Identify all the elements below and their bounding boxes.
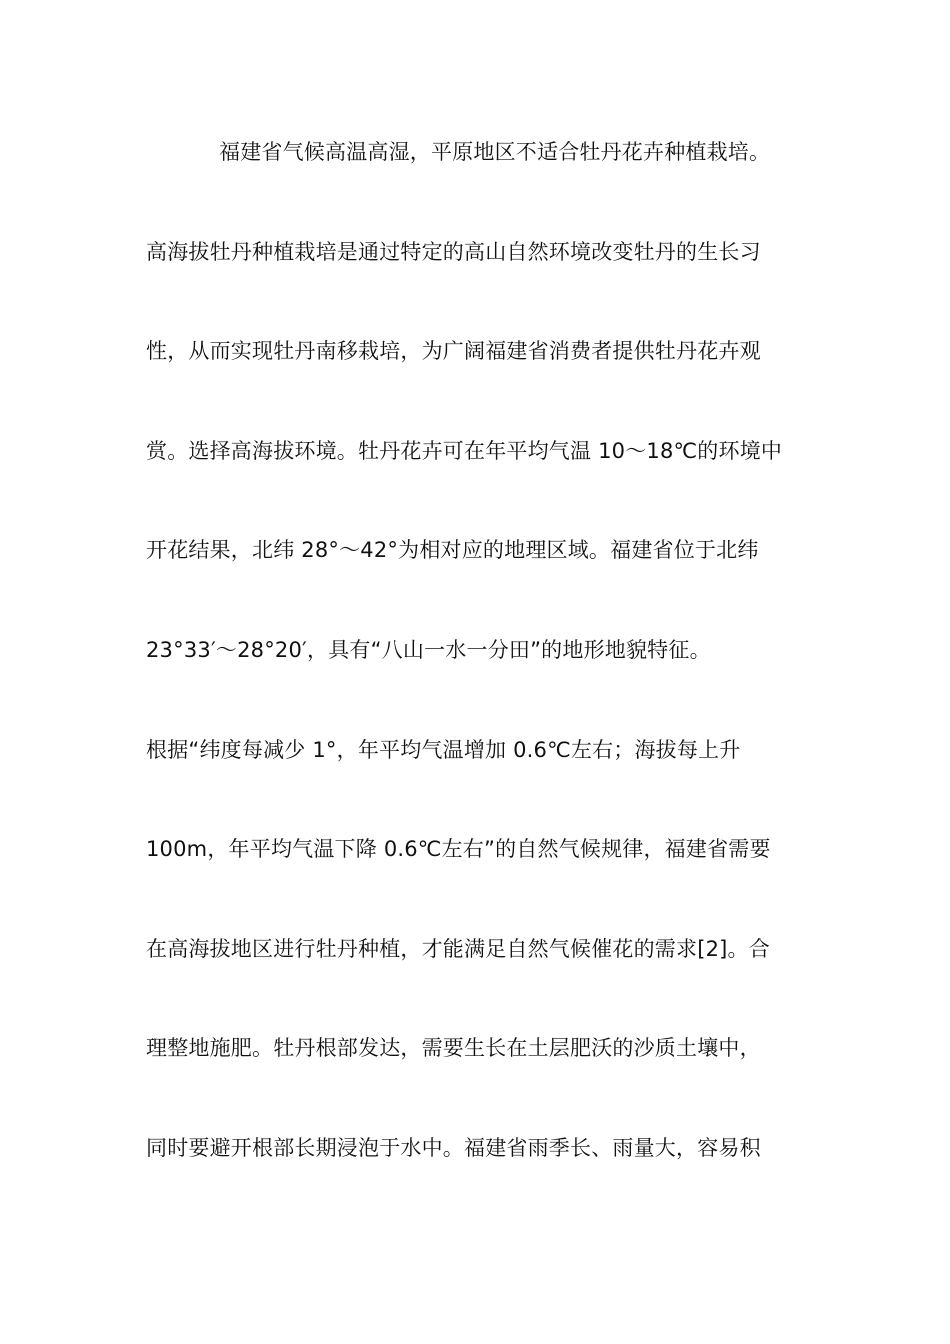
text-line-11: 同时要避开根部长期浸泡于水中。福建省雨季长、雨量大，容易积 (146, 1135, 761, 1160)
text-line-6: 23°33′～28°20′，具有“八山一水一分田”的地形地貌特征。 (146, 637, 711, 662)
text-line-7: 根据“纬度每减少 1°，年平均气温增加 0.6℃左右；海拔每上升 (146, 737, 741, 762)
body-paragraph (146, 128, 826, 1224)
text-line-5: 开花结果，北纬 28°～42°为相对应的地理区域。福建省位于北纬 (146, 538, 759, 563)
text-line-10: 理整地施肥。牡丹根部发达，需要生长在土层肥沃的沙质土壤中， (146, 1036, 761, 1061)
text-line-8: 100m，年平均气温下降 0.6℃左右”的自然气候规律，福建省需要 (146, 837, 771, 862)
text-line-1: 福建省气候高温高湿，平原地区不适合牡丹花卉种植栽培。 (219, 140, 771, 164)
text-line-9: 在高海拔地区进行牡丹种植，才能满足自然气候催花的需求[2]。合 (146, 936, 770, 961)
text-line-2: 高海拔牡丹种植栽培是通过特定的高山自然环境改变牡丹的生长习 (146, 239, 761, 264)
text-line-3: 性，从而实现牡丹南移栽培，为广阔福建省消费者提供牡丹花卉观 (146, 339, 761, 364)
text-line-4: 赏。选择高海拔环境。牡丹花卉可在年平均气温 10～18℃的环境中 (146, 438, 783, 463)
